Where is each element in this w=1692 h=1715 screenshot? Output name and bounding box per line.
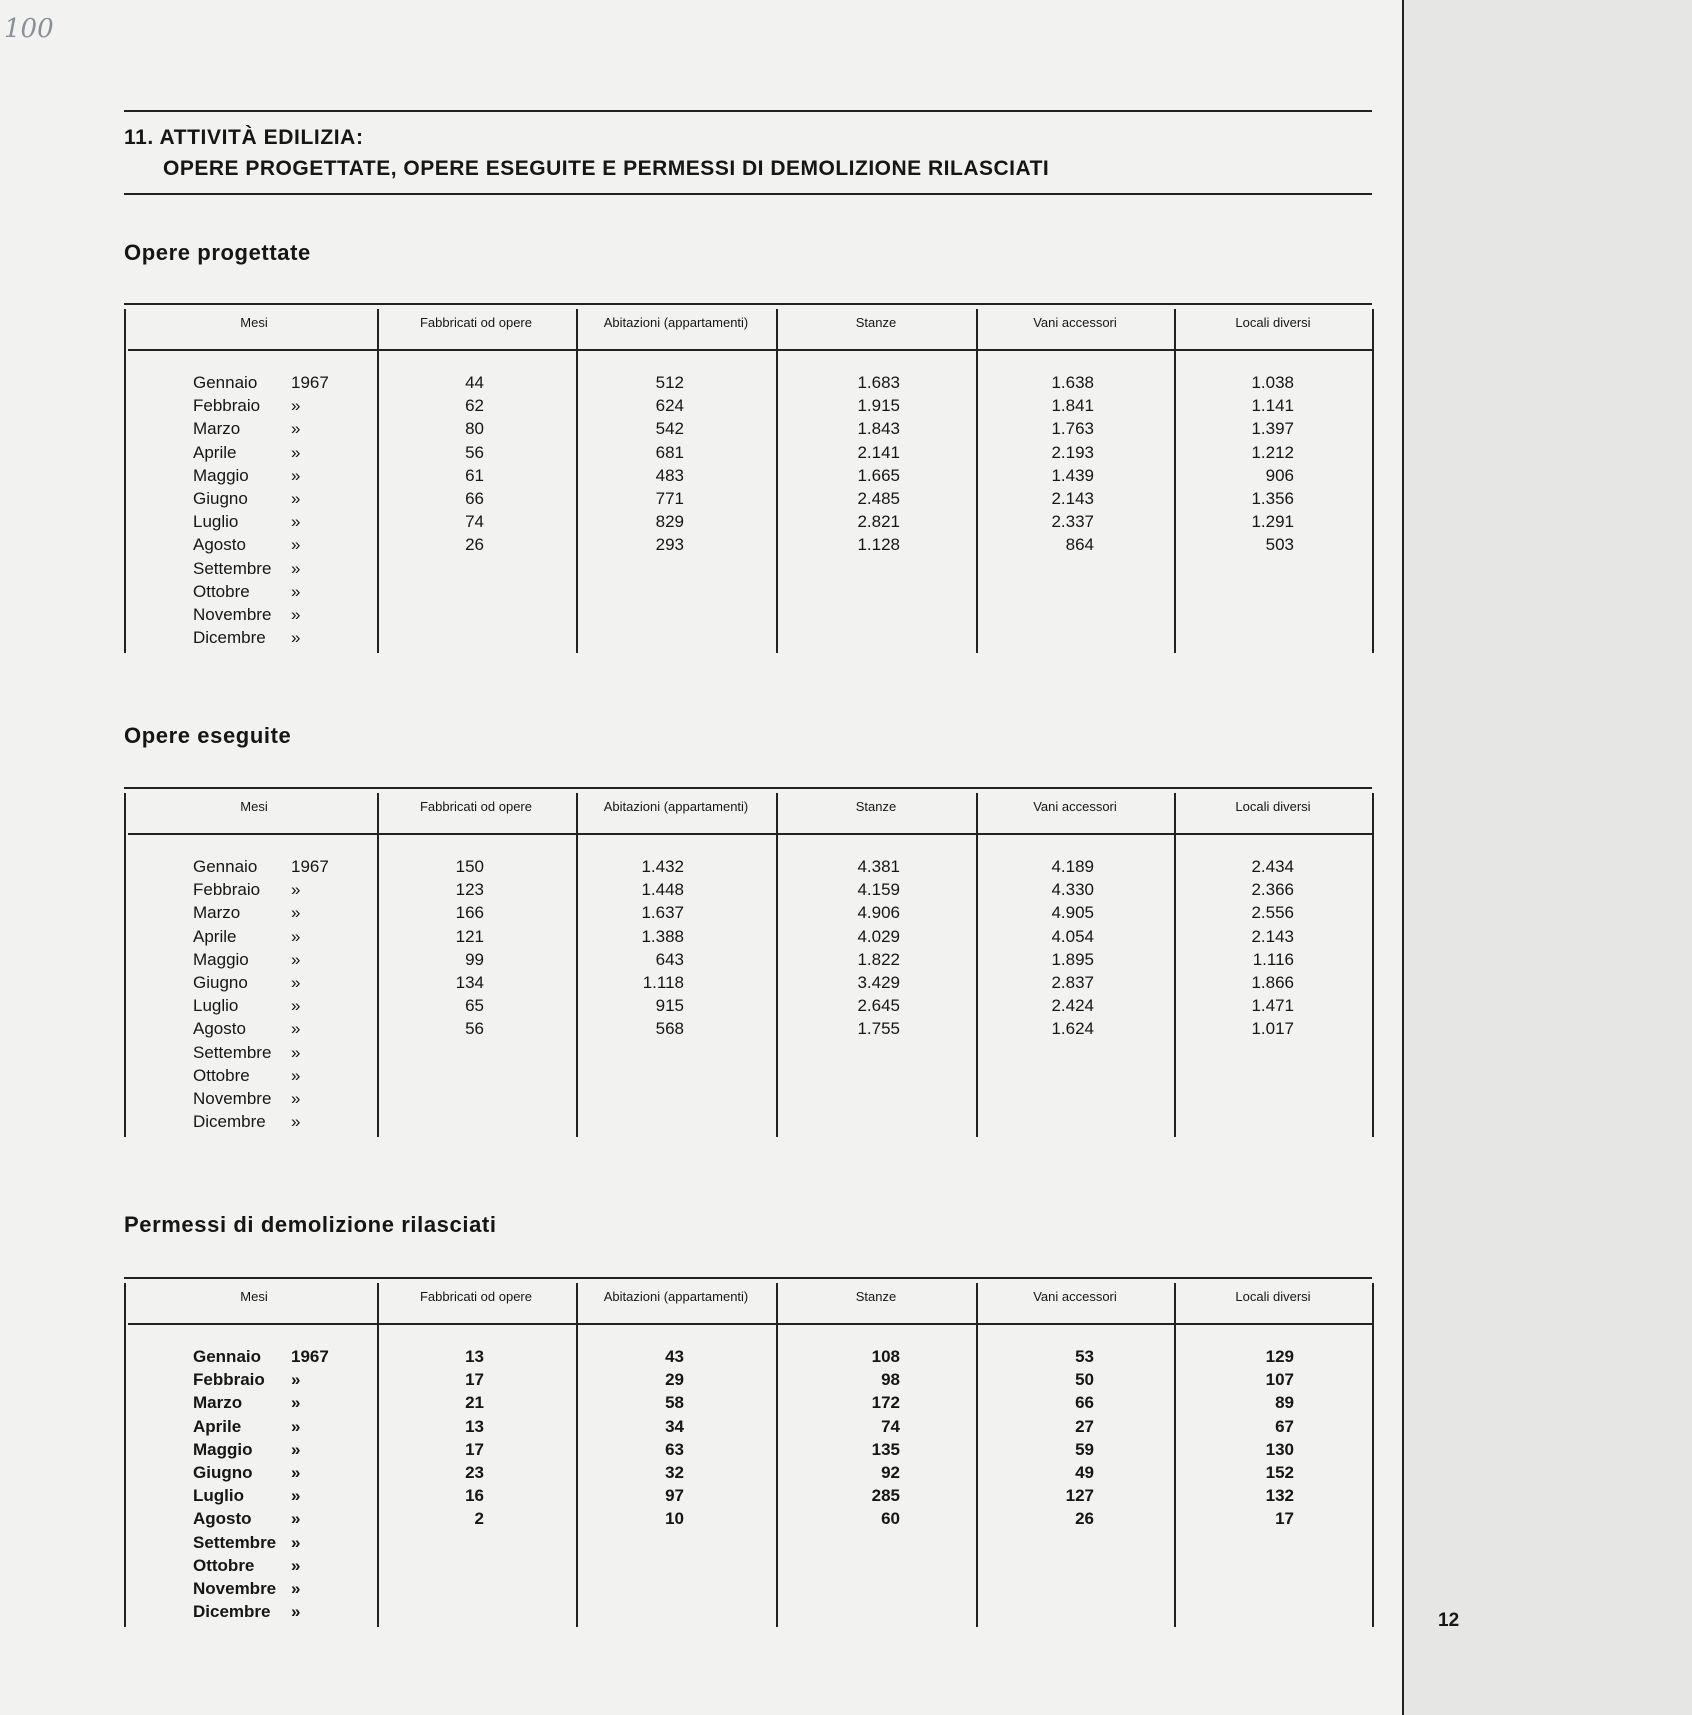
- value-cell: 681: [655, 442, 684, 462]
- value-cell: 2.837: [1051, 973, 1094, 992]
- month-name: Novembre: [193, 1579, 277, 1598]
- table-row: [124, 1509, 1372, 1532]
- month-name: Settembre: [193, 1532, 277, 1552]
- year-mark: »: [291, 1439, 301, 1459]
- value-cell: 512: [655, 373, 684, 392]
- value-cell: 65: [465, 996, 484, 1016]
- section-title-opere-progettate: Opere progettate: [124, 240, 311, 265]
- table-row: [124, 1533, 1372, 1556]
- year-mark: »: [291, 396, 301, 416]
- table-row: [124, 605, 1372, 628]
- value-cell: 2.645: [857, 996, 900, 1016]
- month-name: Agosto: [193, 535, 246, 555]
- value-cell: 483: [655, 465, 684, 485]
- month-name: Dicembre: [193, 1602, 271, 1622]
- value-cell: 1.116: [1252, 949, 1294, 969]
- table-opere-progettate: [124, 303, 1372, 653]
- column-header: Vani accessori: [1033, 1289, 1117, 1304]
- value-cell: 32: [665, 1463, 684, 1482]
- column-header: Abitazioni (appartamenti): [603, 1289, 749, 1304]
- column-header: Mesi: [240, 315, 268, 330]
- table-row: [124, 1556, 1372, 1579]
- table-row: [124, 582, 1372, 605]
- value-cell: 2: [474, 1509, 484, 1529]
- year-mark: »: [291, 1555, 301, 1575]
- title-bottom-rule: [124, 193, 1372, 195]
- value-cell: 107: [1265, 1370, 1294, 1390]
- value-cell: 99: [465, 949, 484, 969]
- table-row: [124, 1486, 1372, 1509]
- month-name: Giugno: [193, 973, 248, 992]
- year-mark: »: [291, 558, 301, 578]
- value-cell: 2.556: [1251, 903, 1294, 923]
- value-cell: 17: [465, 1439, 484, 1459]
- table-row: [124, 1043, 1372, 1066]
- value-cell: 1.763: [1051, 419, 1094, 439]
- value-cell: 135: [871, 1439, 900, 1459]
- value-cell: 4.054: [1051, 926, 1094, 946]
- value-cell: 129: [1265, 1347, 1294, 1366]
- month-name: Luglio: [193, 512, 239, 532]
- value-cell: 285: [871, 1486, 900, 1506]
- value-cell: 152: [1265, 1463, 1294, 1482]
- table-row: [124, 1370, 1372, 1393]
- value-cell: 59: [1075, 1439, 1094, 1459]
- table-header-rule: [128, 1323, 1372, 1325]
- column-divider: [1372, 1283, 1374, 1627]
- value-cell: 4.330: [1051, 880, 1094, 900]
- table-row: [124, 1463, 1372, 1486]
- value-cell: 53: [1075, 1347, 1094, 1366]
- value-cell: 1.141: [1251, 396, 1294, 416]
- month-name: Ottobre: [193, 1555, 255, 1575]
- section-title-permessi-demolizione: Permessi di demolizione rilasciati: [124, 1212, 497, 1237]
- table-row: [124, 1347, 1372, 1370]
- value-cell: 17: [465, 1370, 484, 1390]
- column-header: Vani accessori: [1033, 315, 1117, 330]
- value-cell: 1.843: [857, 419, 900, 439]
- month-name: Luglio: [193, 996, 239, 1016]
- value-cell: 34: [665, 1416, 684, 1436]
- value-cell: 293: [655, 535, 684, 555]
- value-cell: 3.429: [857, 973, 900, 992]
- month-name: Marzo: [193, 903, 241, 923]
- value-cell: 4.905: [1051, 903, 1094, 923]
- month-name: Maggio: [193, 465, 249, 485]
- value-cell: 26: [465, 535, 484, 555]
- value-cell: 1.841: [1051, 396, 1094, 416]
- value-cell: 2.193: [1051, 442, 1094, 462]
- value-cell: 80: [465, 419, 484, 439]
- table-row: [124, 443, 1372, 466]
- value-cell: 1.212: [1251, 442, 1294, 462]
- value-cell: 1.895: [1051, 949, 1094, 969]
- value-cell: 74: [881, 1416, 900, 1436]
- table-row: [124, 419, 1372, 442]
- table-row: [124, 950, 1372, 973]
- value-cell: 2.143: [1251, 926, 1294, 946]
- year-mark: 1967: [291, 1347, 329, 1366]
- value-cell: 56: [465, 1019, 484, 1039]
- table-row: [124, 1579, 1372, 1602]
- month-name: Ottobre: [193, 581, 250, 601]
- year-mark: »: [291, 1393, 301, 1413]
- year-mark: »: [291, 419, 301, 439]
- year-mark: »: [291, 926, 301, 946]
- year-mark: »: [291, 1486, 301, 1506]
- value-cell: 26: [1075, 1509, 1094, 1529]
- column-header: Abitazioni (appartamenti): [603, 799, 749, 814]
- column-header: Locali diversi: [1235, 315, 1311, 330]
- value-cell: 150: [455, 857, 484, 876]
- section-title-opere-eseguite: Opere eseguite: [124, 723, 292, 748]
- value-cell: 97: [665, 1486, 684, 1506]
- value-cell: 1.356: [1251, 489, 1294, 508]
- year-mark: »: [291, 1509, 301, 1529]
- value-cell: 1.439: [1051, 465, 1094, 485]
- value-cell: 1.017: [1251, 1019, 1294, 1039]
- month-name: Novembre: [193, 1089, 272, 1108]
- value-cell: 74: [465, 512, 484, 532]
- value-cell: 1.448: [641, 880, 684, 900]
- handwritten-note: 100: [4, 14, 54, 44]
- year-mark: »: [291, 1463, 301, 1482]
- year-mark: »: [291, 1532, 301, 1552]
- value-cell: 166: [455, 903, 484, 923]
- value-cell: 23: [465, 1463, 484, 1482]
- value-cell: 1.638: [1051, 373, 1094, 392]
- facing-page-margin: [1403, 0, 1692, 1715]
- year-mark: »: [291, 605, 301, 624]
- value-cell: 568: [655, 1019, 684, 1039]
- column-header: Fabbricati od opere: [419, 315, 532, 330]
- year-mark: »: [291, 996, 301, 1016]
- value-cell: 1.683: [857, 373, 900, 392]
- year-mark: »: [291, 1579, 301, 1598]
- value-cell: 1.038: [1251, 373, 1294, 392]
- table-row: [124, 466, 1372, 489]
- value-cell: 906: [1265, 465, 1294, 485]
- table-row: [124, 1393, 1372, 1416]
- month-name: Febbraio: [193, 396, 261, 416]
- value-cell: 130: [1265, 1439, 1294, 1459]
- column-header: Locali diversi: [1235, 799, 1311, 814]
- column-header: Vani accessori: [1033, 799, 1117, 814]
- table-row: [124, 1602, 1372, 1625]
- value-cell: 829: [655, 512, 684, 532]
- column-divider: [1372, 793, 1374, 1137]
- value-cell: 123: [455, 880, 484, 900]
- value-cell: 108: [871, 1347, 900, 1366]
- value-cell: 50: [1075, 1370, 1094, 1390]
- page-fold-line: [1402, 0, 1404, 1715]
- table-row: [124, 903, 1372, 926]
- year-mark: »: [291, 880, 301, 900]
- table-top-rule: [124, 303, 1372, 305]
- year-mark: »: [291, 465, 301, 485]
- month-name: Dicembre: [193, 628, 266, 648]
- value-cell: 771: [655, 489, 684, 508]
- value-cell: 43: [665, 1347, 684, 1366]
- page-number: 12: [1438, 1610, 1460, 1631]
- value-cell: 16: [465, 1486, 484, 1506]
- year-mark: »: [291, 1089, 301, 1108]
- month-name: Marzo: [193, 1393, 243, 1413]
- year-mark: »: [291, 628, 301, 648]
- value-cell: 1.915: [857, 396, 900, 416]
- year-mark: »: [291, 1112, 301, 1132]
- value-cell: 1.397: [1251, 419, 1294, 439]
- table-row: [124, 373, 1372, 396]
- month-name: Dicembre: [193, 1112, 266, 1132]
- value-cell: 542: [655, 419, 684, 439]
- year-mark: »: [291, 1042, 301, 1062]
- page-subtitle: OPERE PROGETTATE, OPERE ESEGUITE E PERMESSI DI DEMOLIZIONE RILASCIATI: [163, 157, 1050, 180]
- month-name: Ottobre: [193, 1065, 250, 1085]
- table-row: [124, 1019, 1372, 1042]
- value-cell: 1.128: [857, 535, 900, 555]
- title-top-rule: [124, 110, 1372, 112]
- value-cell: 2.143: [1051, 489, 1094, 508]
- value-cell: 13: [465, 1416, 484, 1436]
- year-mark: »: [291, 1416, 301, 1436]
- value-cell: 624: [655, 396, 684, 416]
- column-header: Stanze: [855, 1289, 897, 1304]
- year-mark: »: [291, 1019, 301, 1039]
- value-cell: 56: [465, 442, 484, 462]
- table-row: [124, 1417, 1372, 1440]
- year-mark: »: [291, 973, 301, 992]
- table-opere-eseguite: [124, 787, 1372, 1137]
- value-cell: 4.906: [857, 903, 900, 923]
- month-name: Aprile: [193, 926, 237, 946]
- value-cell: 63: [665, 1439, 684, 1459]
- month-name: Novembre: [193, 605, 272, 624]
- year-mark: »: [291, 512, 301, 532]
- month-name: Settembre: [193, 1042, 272, 1062]
- value-cell: 1.471: [1251, 996, 1294, 1016]
- table-header-rule: [128, 349, 1372, 351]
- month-name: Maggio: [193, 1439, 253, 1459]
- month-name: Maggio: [193, 949, 249, 969]
- value-cell: 1.624: [1051, 1019, 1094, 1039]
- year-mark: »: [291, 442, 301, 462]
- value-cell: 98: [881, 1370, 900, 1390]
- table-row: [124, 489, 1372, 512]
- value-cell: 864: [1065, 535, 1094, 555]
- month-name: Giugno: [193, 489, 248, 508]
- year-mark: 1967: [291, 373, 329, 392]
- month-name: Agosto: [193, 1509, 252, 1529]
- value-cell: 1.866: [1251, 973, 1294, 992]
- month-name: Gennaio: [193, 1347, 262, 1366]
- year-mark: »: [291, 489, 301, 508]
- table-row: [124, 512, 1372, 535]
- month-name: Settembre: [193, 558, 272, 578]
- table-row: [124, 535, 1372, 558]
- table-row: [124, 1066, 1372, 1089]
- value-cell: 121: [455, 926, 484, 946]
- month-name: Aprile: [193, 1416, 242, 1436]
- value-cell: 1.822: [857, 949, 900, 969]
- month-name: Agosto: [193, 1019, 246, 1039]
- table-row: [124, 559, 1372, 582]
- value-cell: 10: [665, 1509, 684, 1529]
- value-cell: 172: [871, 1393, 900, 1413]
- value-cell: 58: [665, 1393, 684, 1413]
- value-cell: 2.366: [1251, 880, 1294, 900]
- column-header: Mesi: [240, 1289, 268, 1304]
- value-cell: 92: [881, 1463, 900, 1482]
- month-name: Gennaio: [193, 857, 258, 876]
- month-name: Giugno: [193, 1463, 253, 1482]
- year-mark: »: [291, 1602, 301, 1622]
- value-cell: 915: [655, 996, 684, 1016]
- value-cell: 2.485: [857, 489, 900, 508]
- value-cell: 27: [1075, 1416, 1094, 1436]
- value-cell: 2.434: [1251, 857, 1294, 876]
- value-cell: 643: [655, 949, 684, 969]
- table-row: [124, 628, 1372, 651]
- value-cell: 503: [1265, 535, 1294, 555]
- value-cell: 1.388: [641, 926, 684, 946]
- year-mark: »: [291, 535, 301, 555]
- year-mark: »: [291, 903, 301, 923]
- table-permessi-demolizione: [124, 1277, 1372, 1627]
- year-mark: 1967: [291, 857, 329, 876]
- table-row: [124, 996, 1372, 1019]
- value-cell: 127: [1065, 1486, 1094, 1506]
- year-mark: »: [291, 949, 301, 969]
- month-name: Aprile: [193, 442, 237, 462]
- value-cell: 1.432: [641, 857, 684, 876]
- table-top-rule: [124, 1277, 1372, 1279]
- table-header-rule: [128, 833, 1372, 835]
- value-cell: 2.141: [857, 442, 900, 462]
- value-cell: 13: [465, 1347, 484, 1366]
- value-cell: 44: [465, 373, 484, 392]
- column-divider: [1372, 309, 1374, 653]
- value-cell: 89: [1275, 1393, 1294, 1413]
- value-cell: 67: [1275, 1416, 1294, 1436]
- value-cell: 66: [1075, 1393, 1094, 1413]
- column-header: Abitazioni (appartamenti): [603, 315, 749, 330]
- value-cell: 62: [465, 396, 484, 416]
- value-cell: 1.665: [857, 465, 900, 485]
- table-row: [124, 973, 1372, 996]
- value-cell: 1.118: [642, 973, 684, 992]
- column-header: Stanze: [855, 799, 897, 814]
- year-mark: »: [291, 581, 301, 601]
- value-cell: 134: [455, 973, 484, 992]
- column-header: Mesi: [240, 799, 268, 814]
- column-header: Locali diversi: [1235, 1289, 1311, 1304]
- value-cell: 1.755: [857, 1019, 900, 1039]
- value-cell: 4.381: [857, 857, 900, 876]
- value-cell: 132: [1265, 1486, 1294, 1506]
- value-cell: 49: [1075, 1463, 1094, 1482]
- value-cell: 4.159: [857, 880, 900, 900]
- value-cell: 29: [665, 1370, 684, 1390]
- table-row: [124, 880, 1372, 903]
- month-name: Luglio: [193, 1486, 244, 1506]
- value-cell: 4.189: [1051, 857, 1094, 876]
- value-cell: 1.637: [641, 903, 684, 923]
- year-mark: »: [291, 1065, 301, 1085]
- table-top-rule: [124, 787, 1372, 789]
- value-cell: 17: [1275, 1509, 1294, 1529]
- value-cell: 1.291: [1251, 512, 1294, 532]
- year-mark: »: [291, 1370, 301, 1390]
- value-cell: 4.029: [857, 926, 900, 946]
- column-header: Stanze: [855, 315, 897, 330]
- value-cell: 2.424: [1051, 996, 1094, 1016]
- value-cell: 2.337: [1051, 512, 1094, 532]
- value-cell: 2.821: [857, 512, 900, 532]
- table-row: [124, 857, 1372, 880]
- table-row: [124, 927, 1372, 950]
- value-cell: 60: [881, 1509, 900, 1529]
- page-title: 11. ATTIVITÀ EDILIZIA:: [124, 126, 364, 149]
- month-name: Marzo: [193, 419, 241, 439]
- value-cell: 61: [465, 465, 484, 485]
- table-row: [124, 1089, 1372, 1112]
- month-name: Gennaio: [193, 373, 258, 392]
- month-name: Febbraio: [193, 880, 261, 900]
- column-header: Fabbricati od opere: [419, 1289, 532, 1304]
- value-cell: 21: [465, 1393, 484, 1413]
- table-row: [124, 1112, 1372, 1135]
- table-row: [124, 396, 1372, 419]
- value-cell: 66: [465, 489, 484, 508]
- table-row: [124, 1440, 1372, 1463]
- month-name: Febbraio: [193, 1370, 265, 1390]
- column-header: Fabbricati od opere: [419, 799, 532, 814]
